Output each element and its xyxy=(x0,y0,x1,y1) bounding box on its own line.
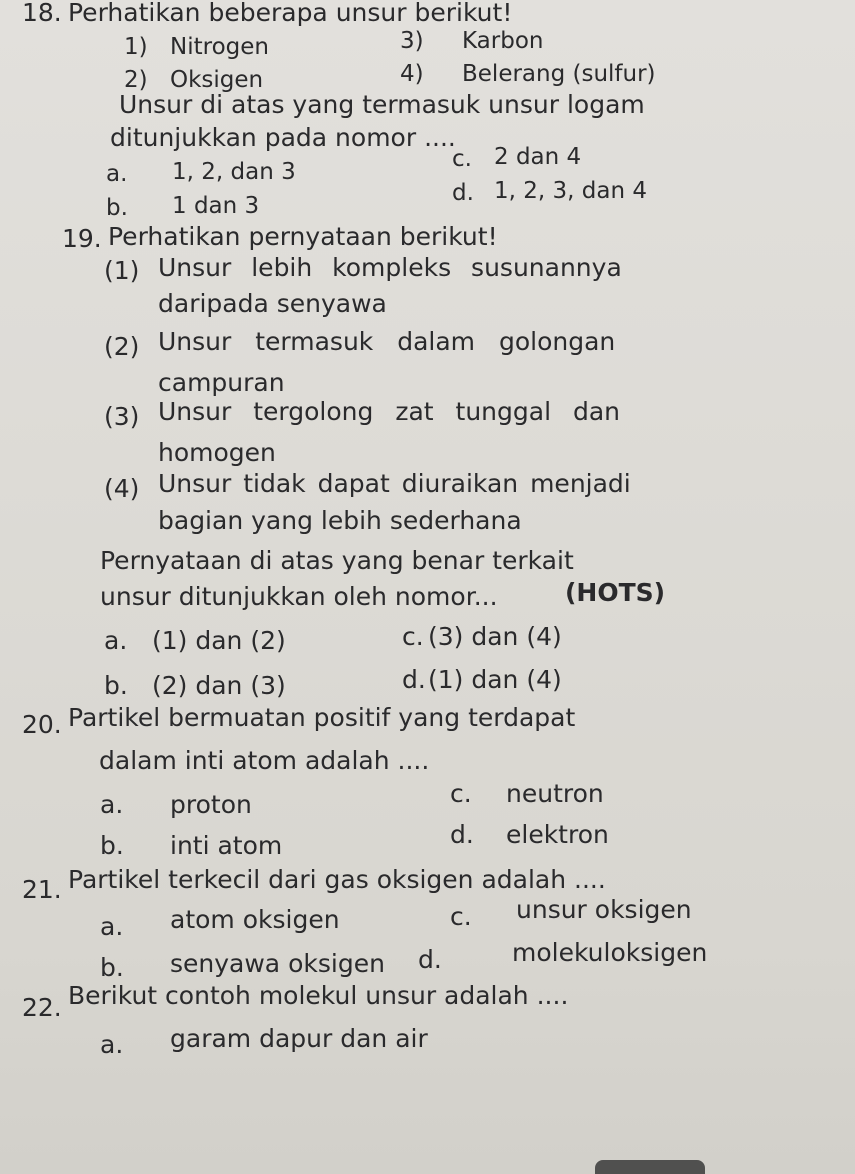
question-text: Pernyataan di atas yang benar terkait xyxy=(100,546,574,575)
hots-tag: (HOTS) xyxy=(565,578,666,607)
option-text: molekuloksigen xyxy=(512,938,708,967)
statement-text: Unsur termasuk dalam golongan xyxy=(158,327,616,356)
option-text: atom oksigen xyxy=(170,905,340,934)
item-text: Oksigen xyxy=(170,67,264,93)
item-text: Nitrogen xyxy=(170,34,269,60)
option-letter: a. xyxy=(104,626,128,655)
option-letter: a. xyxy=(100,912,124,941)
option-text: unsur oksigen xyxy=(516,895,692,924)
question-stem: Perhatikan pernyataan berikut! xyxy=(108,222,498,251)
item-number: 3) xyxy=(400,28,424,54)
option-text: senyawa oksigen xyxy=(170,949,385,978)
option-letter: d. xyxy=(418,945,442,974)
option-letter: d. xyxy=(402,665,426,694)
option-text: (1) dan (2) xyxy=(152,626,286,655)
option-letter: d. xyxy=(452,180,474,206)
option-text: (2) dan (3) xyxy=(152,671,286,700)
question-text: Unsur di atas yang termasuk unsur logam xyxy=(119,90,645,119)
question-text: unsur ditunjukkan oleh nomor... xyxy=(100,582,498,611)
dark-object-edge xyxy=(595,1160,705,1174)
question-number: 18. xyxy=(22,0,62,27)
question-text: dalam inti atom adalah .... xyxy=(99,746,430,775)
statement-text: campuran xyxy=(158,368,285,397)
question-text: ditunjukkan pada nomor .... xyxy=(110,123,456,152)
statement-text: bagian yang lebih sederhana xyxy=(158,506,522,535)
statement-number: (3) xyxy=(104,402,140,431)
statement-text: daripada senyawa xyxy=(158,289,387,318)
option-letter: d. xyxy=(450,820,474,849)
item-number: 1) xyxy=(124,34,148,60)
item-number: 2) xyxy=(124,67,148,93)
item-number: 4) xyxy=(400,61,424,87)
option-text: (3) dan (4) xyxy=(428,622,562,651)
option-letter: a. xyxy=(100,790,124,819)
option-letter: b. xyxy=(100,831,124,860)
option-text: garam dapur dan air xyxy=(170,1024,428,1053)
statement-number: (1) xyxy=(104,256,140,285)
question-number: 20. xyxy=(22,710,62,739)
option-text: 2 dan 4 xyxy=(494,144,582,170)
option-text: elektron xyxy=(506,820,609,849)
option-letter: a. xyxy=(106,161,128,187)
option-letter: a. xyxy=(100,1030,124,1059)
statement-number: (2) xyxy=(104,332,140,361)
option-letter: b. xyxy=(104,671,128,700)
option-text: 1 dan 3 xyxy=(172,193,260,219)
option-text: neutron xyxy=(506,779,604,808)
option-letter: c. xyxy=(452,146,472,172)
question-text: Partikel bermuatan positif yang terdapat xyxy=(68,703,576,732)
question-number: 19. xyxy=(62,224,102,253)
statement-text: Unsur tergolong zat tunggal dan xyxy=(158,397,620,426)
statement-text: homogen xyxy=(158,438,276,467)
option-text: proton xyxy=(170,790,252,819)
question-number: 22. xyxy=(22,993,62,1022)
option-letter: c. xyxy=(450,902,472,931)
option-text: inti atom xyxy=(170,831,283,860)
statement-number: (4) xyxy=(104,474,140,503)
option-text: 1, 2, dan 3 xyxy=(172,159,296,185)
statement-text: Unsur tidak dapat diuraikan menjadi xyxy=(158,469,631,498)
question-text: Partikel terkecil dari gas oksigen adalah .... xyxy=(68,865,606,894)
option-letter: b. xyxy=(100,953,124,982)
item-text: Karbon xyxy=(462,28,544,54)
question-stem: Perhatikan beberapa unsur berikut! xyxy=(68,0,513,27)
option-text: 1, 2, 3, dan 4 xyxy=(494,178,647,204)
option-letter: c. xyxy=(402,622,424,651)
statement-text: Unsur lebih kompleks susunannya xyxy=(158,253,622,282)
option-letter: c. xyxy=(450,779,472,808)
question-number: 21. xyxy=(22,875,62,904)
question-text: Berikut contoh molekul unsur adalah .... xyxy=(68,981,569,1010)
item-text: Belerang (sulfur) xyxy=(462,61,656,87)
option-letter: b. xyxy=(106,195,128,221)
option-text: (1) dan (4) xyxy=(428,665,562,694)
